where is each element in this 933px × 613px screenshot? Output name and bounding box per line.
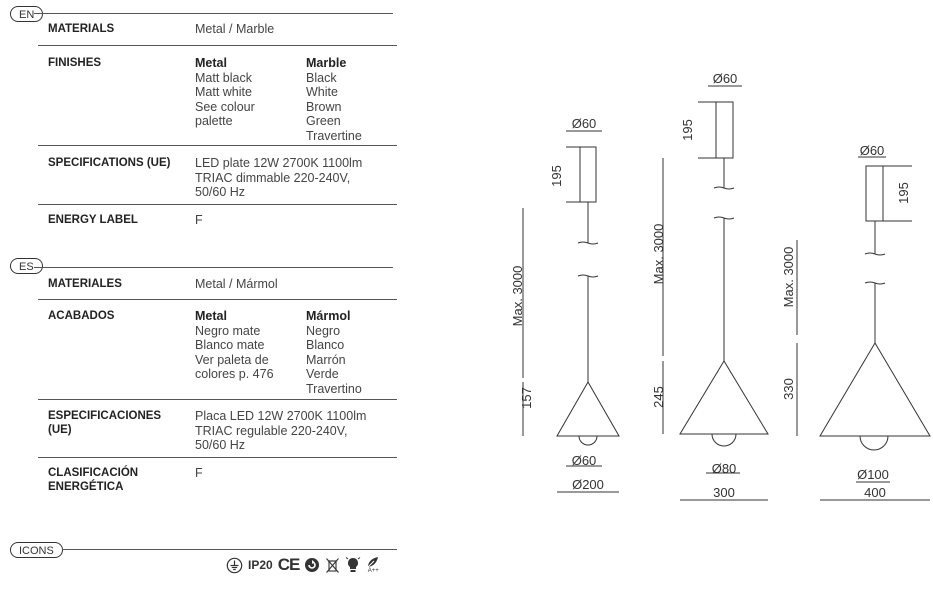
dimension-label: 245: [651, 386, 666, 408]
dimension-label: 330: [781, 378, 796, 400]
finish-title: Metal: [195, 56, 227, 70]
row-label: [48, 466, 188, 494]
cable-break: [865, 282, 885, 284]
finish-title: Mármol: [306, 309, 351, 323]
finish-item: Negro mate: [195, 323, 261, 338]
finish-item: Marrón: [306, 352, 346, 367]
label-line: (UE): [48, 424, 72, 436]
finish-item: Travertine: [306, 128, 362, 143]
dimension-label: Ø60: [712, 71, 738, 86]
dimension-label: Ø60: [571, 116, 597, 131]
row-label: [48, 409, 188, 437]
finish-item: Blanco mate: [195, 338, 265, 352]
conical-shade: [820, 343, 930, 436]
dimension-label: Ø60: [859, 143, 885, 158]
spec-line: TRIAC dimmable 220-240V,: [195, 170, 351, 185]
finish-item: Ver paleta de: [195, 352, 269, 367]
lang-tag-en: EN: [10, 6, 43, 22]
spec-line: Placa LED 12W 2700K 1100lm: [195, 409, 367, 423]
lamp-drawing-large: [797, 157, 930, 500]
dimension-label: 400: [864, 485, 886, 500]
finish-item: palette: [195, 114, 233, 128]
canopy: [866, 166, 883, 221]
row-value: F: [195, 466, 203, 480]
dimmable-icon: [304, 555, 320, 575]
finish-item: colores p. 476: [195, 367, 274, 381]
row-value: [195, 409, 366, 453]
row-divider: [38, 457, 397, 458]
finish-item: See colour: [195, 99, 255, 114]
dimension-label: Ø60: [571, 453, 597, 468]
dimension-label: Max. 3000: [651, 223, 666, 285]
dimension-label: 195: [549, 165, 564, 187]
dimension-label: 300: [713, 485, 735, 500]
dimension-label: 195: [896, 182, 911, 204]
row-label: MATERIALS: [48, 23, 115, 35]
conical-shade: [557, 382, 619, 436]
energy-class-label: A++: [367, 568, 379, 574]
row-divider: [38, 204, 397, 205]
ip20-icon: IP20: [248, 558, 273, 572]
energy-class-icon: [366, 555, 380, 575]
cable-break: [714, 217, 734, 219]
lang-tag-es: ES: [10, 258, 43, 274]
row-value: [195, 156, 362, 200]
dimension-label: Ø200: [572, 477, 604, 492]
row-value: Metal / Mármol: [195, 277, 278, 291]
finishes-marble: [306, 309, 362, 396]
row-label: MATERIALES: [48, 278, 122, 290]
finishes-metal: [195, 56, 255, 129]
bulb: [860, 436, 888, 450]
finish-item: White: [306, 85, 338, 99]
section-rule: [62, 549, 397, 550]
row-divider: [38, 145, 397, 146]
finish-item: Black: [306, 70, 337, 85]
row-divider: [38, 399, 397, 400]
row-label: SPECIFICATIONS (UE): [48, 157, 171, 169]
dimension-label: 195: [680, 119, 695, 141]
lamp-drawing-medium: [663, 86, 768, 500]
finish-item: Matt white: [195, 85, 252, 99]
label-line: CLASIFICACIÓN: [48, 467, 139, 479]
canopy: [716, 102, 733, 158]
row-value: Metal / Marble: [195, 22, 275, 36]
finish-item: Travertino: [306, 381, 362, 396]
canopy: [580, 147, 596, 202]
earth-ground-icon: [226, 555, 243, 575]
row-divider: [38, 45, 397, 46]
finish-item: Brown: [306, 99, 342, 114]
row-value: F: [195, 213, 203, 227]
bulb: [579, 436, 597, 445]
label-line: ENERGÉTICA: [48, 481, 124, 493]
row-label: ENERGY LABEL: [48, 214, 138, 226]
cable-break: [714, 187, 734, 189]
lang-tag-icons: ICONS: [10, 542, 63, 558]
finish-item: Verde: [306, 367, 339, 381]
finish-title: Metal: [195, 309, 227, 323]
bulb: [712, 434, 736, 446]
finish-item: Blanco: [306, 338, 345, 352]
dimension-label: Ø80: [711, 461, 737, 476]
row-label: ACABADOS: [48, 310, 115, 322]
row-divider: [38, 299, 397, 300]
finishes-metal: [195, 309, 274, 382]
spec-line: 50/60 Hz: [195, 185, 246, 199]
spec-line: LED plate 12W 2700K 1100lm: [195, 156, 363, 170]
spec-line: 50/60 Hz: [195, 438, 246, 452]
row-label: FINISHES: [48, 57, 102, 69]
cable-break: [578, 242, 598, 244]
lamp-drawing-small: [523, 131, 619, 492]
ce-mark-icon: CE: [277, 555, 300, 574]
cable-break: [578, 275, 598, 277]
finish-item: Green: [306, 114, 341, 128]
dimension-label: Max. 3000: [510, 265, 525, 327]
spec-line: TRIAC regulable 220-240V,: [195, 423, 348, 438]
weee-bin-icon: [325, 555, 340, 575]
dimension-label: Max. 3000: [781, 246, 796, 308]
conical-shade: [680, 361, 768, 434]
dimension-label: Ø100: [857, 467, 889, 482]
finish-title: Marble: [306, 56, 347, 70]
label-line: ESPECIFICACIONES: [48, 410, 162, 422]
led-bulb-icon: [345, 555, 361, 575]
finishes-marble: [306, 56, 362, 143]
finish-item: Negro: [306, 323, 341, 338]
cable-break: [865, 253, 885, 255]
dimension-label: 157: [519, 387, 534, 409]
section-rule: [34, 267, 393, 268]
section-rule: [34, 13, 393, 14]
certification-icons: [226, 554, 380, 576]
finish-item: Matt black: [195, 70, 252, 85]
